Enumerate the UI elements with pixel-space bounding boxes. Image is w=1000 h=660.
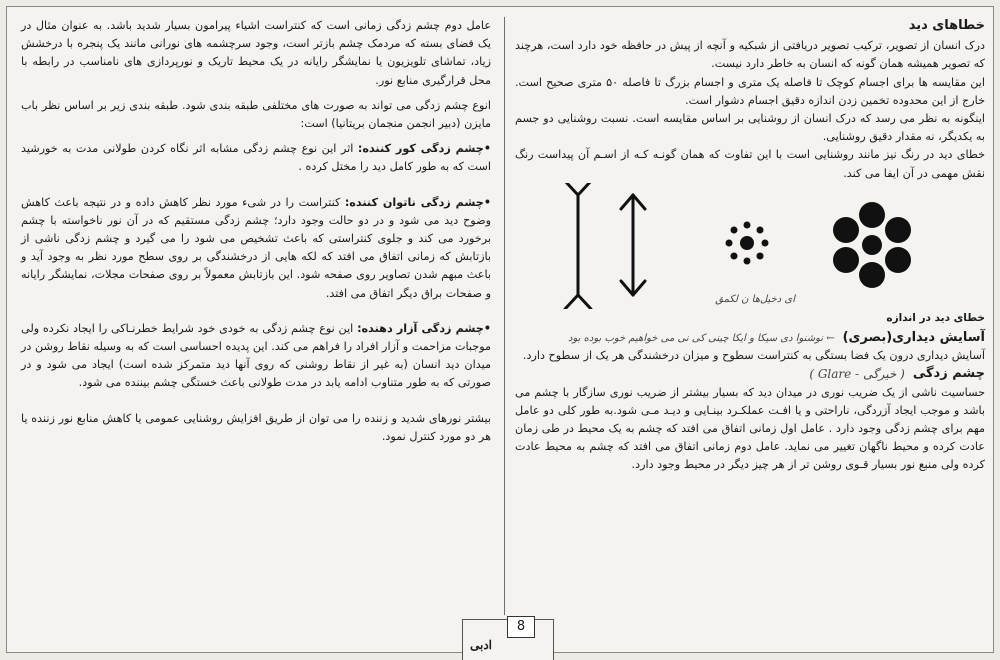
muller-lyer-arrow-line <box>621 195 645 295</box>
handwritten-glare-note: ( Glare - خیرگی ) <box>809 367 905 382</box>
discomfort-glare-text: این نوع چشم زدگی به خودی خود شرایط خطرنـاکی را ایجاد نکرده ولی موجبات مزاحمت و آزار افراد را فراهم می کند. این پدیده احساسی است که به وسیله نقاط روشن در میدان دید انسان (به غیر از نقاط روشنی که روی آنها دید متمرکز شده است) ایجاد می شود و در صورتی که به طور متناوب ادامه یابد در مدت طولانی باعث خستگی چشم بیننده می شود. <box>21 321 491 390</box>
subtitle-glare: چشم زدگی <box>912 366 985 382</box>
section-title-visual-illusions: خطاهای دید <box>908 18 985 33</box>
footer-word: ادبی <box>470 638 493 652</box>
muller-lyer-outward-line <box>565 183 591 309</box>
disability-glare-text: کنتراست را در شیء مورد نظر کاهش داده و در نتیجه باعث کاهش وضوح دید می شود و در دو حالت وجود دارد؛ چشم زدگی مستقیم که در آن نور ناخواسته با چشم برخورد می کند و جلوی کنتراستی که باعث تشخیص می شود را می گیرد و چشم زدگی ناشی از بازتابش که زمانی اتفاق می افتد که لکه هایی از درخشندگی بر روی سطح مورد نظر به وجود آید و باعث مبهم شدن تصاویر روی صفحه شود. این بازتابش معمولاً بر روی صفحات مجلات، نمایشگر رایانه و صفحات براق دیگر اتفاق می افتد. <box>21 195 491 300</box>
handwritten-note-2: ← نوشنوا دی سیکا و ایکا چینی کی نی می خواهیم خوب بوده بود <box>568 332 835 344</box>
right-paragraph-6: حساسیت ناشی از یک ضریب نوری در میدان دید که بسیار بیشتر از ضریب نوری سازگار با چشم می باشد و موجب ایجاد آزردگی، ناراحتی و یا افـت عملکـرد بینـایی و دیـد مـی شود.به طور کلی دو عامل مهم برای چشم زدگی وجود دارد . عامل اول زمانی اتفاق می افتد که چشم به یک محیط در طی زمان عادت کرده و محیط ناگهان تغییر می نماید. عامل دوم زمانی اتفاق می افتد که چشم به محیط عادت کرده ولی منبع نور بسیار قـوی روشن تر از هر چیز دیگر در محیط وجود دارد. <box>515 385 985 472</box>
glare-heading-row <box>515 365 985 383</box>
subtitle-visual-comfort: آسایش دیداری(بصری) <box>842 330 985 346</box>
left-paragraph-6: بیشتر نورهای شدید و زننده را می توان از طریق افزایش روشنایی عمومی یا کاهش منابع نور زننده یا هر دو مورد کنترل نمود. <box>21 411 491 443</box>
ebbinghaus-small-surround <box>726 221 769 264</box>
size-illusion-illustration <box>515 183 985 309</box>
visual-comfort-heading-row <box>515 329 985 347</box>
right-paragraph-2: این مقایسه ها برای اجسام کوچک تا فاصله یک متری و اجسام بزرگ تا فاصله ۵۰ متری صحیح است. خارج از این محدوده تخمین زدن اندازه دقیق اجسام دشوار است. <box>515 75 985 107</box>
blinding-glare-term: •چشم زدگی کور کننده: <box>357 142 492 156</box>
figure-caption: خطای دید در اندازه <box>886 311 985 324</box>
left-paragraph-1: عامل دوم چشم زدگی زمانی است که کنتراست اشیاء پیرامون بسیار شدید باشد. به عنوان مثال در یک فضای بسته که مردمک چشم بازتر است، وجود سرچشمه های نورانی مانند یک پنجره با درخشش زیاد، تماشای تلویزیون یا نمایشگر رایانه در یک محیط تاریک و نورپردازی های نامناسب در رابطه با محل قرارگیری منابع نور. <box>21 19 491 87</box>
size-illusion-figure <box>515 183 985 309</box>
right-column <box>515 17 985 482</box>
right-paragraph-4: خطای دید در رنگ نیز مانند روشنایی است با این تفاوت که همان گونـه کـه از اسـم آن پیداست رنگ نقش مهمی در آن ایفا می کند. <box>515 148 985 180</box>
discomfort-glare-paragraph <box>21 320 491 393</box>
disability-glare-term: •چشم زدگی ناتوان کننده: <box>344 195 491 209</box>
disability-glare-paragraph <box>21 194 491 303</box>
blinding-glare-paragraph <box>21 140 491 176</box>
discomfort-glare-term: •چشم زدگی آزار دهنده: <box>357 321 491 335</box>
handwritten-note-1: ای دخیل‌ها ن لکمق <box>715 293 795 305</box>
right-paragraph-1: درک انسان از تصویر، ترکیب تصویر دریافتی از شبکیه و آنچه از پیش در حافظه خود دارد است، هرچند که تصویر همیشه همان گونه که انسان به خاطر دارد نیست. <box>515 39 985 71</box>
right-paragraph-3: اینگونه به نظر می رسد که درک انسان از روشنایی بر اساس مقایسه است. نسبت روشنایی دو جسم به یکدیگر، نه مقدار دقیق روشنایی. <box>515 112 985 144</box>
blinding-glare-text: اثر این نوع چشم زدگی مشابه اثر نگاه کردن طولانی مدت به خورشید است که به طور کامل دید را مختل کرده . <box>21 142 491 174</box>
left-paragraph-2: انوع چشم زدگی می تواند به صورت های مختلفی طبقه بندی شود. طبقه بندی زیر بر اساس نظر باب مایزن (دبیر انجمن منجمان بریتانیا) است: <box>21 98 491 131</box>
page-scan <box>6 6 994 653</box>
left-column <box>21 17 491 453</box>
page-number: 8 <box>507 616 535 638</box>
ebbinghaus-large-surround <box>833 202 911 288</box>
column-divider <box>504 17 505 615</box>
right-paragraph-5: آسایش دیداری درون یک فضا بستگی به کنتراست سطوح و میزان درخشندگی هر یک از سطوح دارد. <box>522 349 985 363</box>
